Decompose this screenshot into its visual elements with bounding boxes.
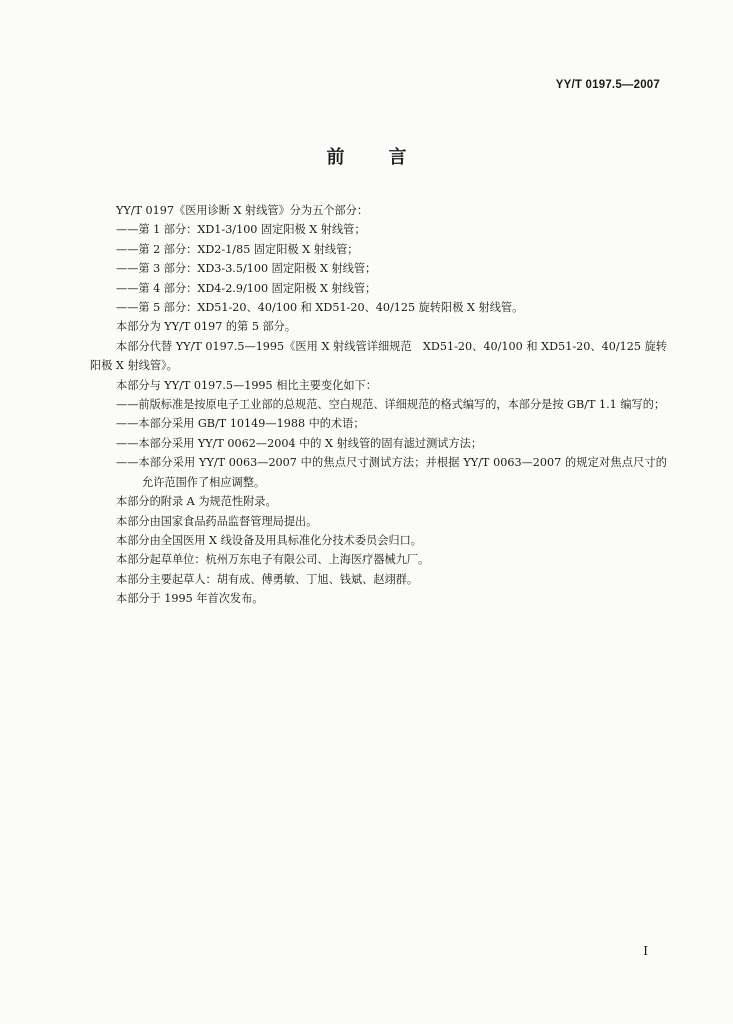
paragraph-supersedes: 本部分代替 YY/T 0197.5—1995《医用 X 射线管详细规范 XD51-20、40/100 和 XD51-20、40/125 旋转阳极 X 射线管》。 (90, 339, 667, 373)
title-char-1: 前 (326, 147, 345, 168)
list-item-change-4: ——本部分采用 YY/T 0063—2007 中的焦点尺寸测试方法；并根据 YY/T 0063—2007 的规定对焦点尺寸的允许范围作了相应调整。 (116, 456, 667, 489)
list-item-change-2: ——本部分采用 GB/T 10149—1988 中的术语； (116, 417, 365, 431)
paragraph-centralized-by: 本部分由全国医用 X 线设备及用具标准化分技术委员会归口。 (116, 533, 422, 547)
list-item-part-3: ——第 3 部分：XD3-3.5/100 固定阳极 X 射线管； (116, 262, 377, 276)
paragraph-annex: 本部分的附录 A 为规范性附录。 (116, 495, 277, 509)
paragraph-part-number: 本部分为 YY/T 0197 的第 5 部分。 (116, 320, 297, 334)
paragraph-changes-intro: 本部分与 YY/T 0197.5—1995 相比主要变化如下： (116, 378, 377, 392)
list-item-part-1: ——第 1 部分：XD1-3/100 固定阳极 X 射线管； (116, 223, 366, 237)
paragraph-parts-intro: YY/T 0197《医用诊断 X 射线管》分为五个部分： (116, 204, 369, 217)
title-char-2: 言 (388, 147, 407, 168)
foreword-body (90, 201, 667, 609)
page-number: I (643, 944, 648, 958)
paragraph-drafting-units: 本部分起草单位：杭州万东电子有限公司、上海医疗器械九厂。 (116, 553, 430, 567)
page-title (0, 143, 733, 169)
paragraph-drafters: 本部分主要起草人：胡有成、傅勇敏、丁旭、钱斌、赵翊群。 (116, 572, 419, 586)
paragraph-proposed-by: 本部分由国家食品药品监督管理局提出。 (116, 514, 318, 528)
paragraph-first-published: 本部分于 1995 年首次发布。 (116, 592, 264, 606)
list-item-part-4: ——第 4 部分：XD4-2.9/100 固定阳极 X 射线管； (116, 281, 377, 295)
list-item-change-1: ——前版标准是按原电子工业部的总规范、空白规范、详细规范的格式编写的，本部分是按 GB/T 1.1 编写的； (116, 398, 666, 412)
list-item-part-5: ——第 5 部分：XD51-20、40/100 和 XD51-20、40/125 旋转阳极 X 射线管。 (116, 301, 524, 315)
list-item-part-2: ——第 2 部分：XD2-1/85 固定阳极 X 射线管； (116, 242, 359, 256)
standard-number: YY/T 0197.5—2007 (555, 79, 660, 91)
list-item-change-3: ——本部分采用 YY/T 0062—2004 中的 X 射线管的固有滤过测试方法； (116, 436, 483, 450)
